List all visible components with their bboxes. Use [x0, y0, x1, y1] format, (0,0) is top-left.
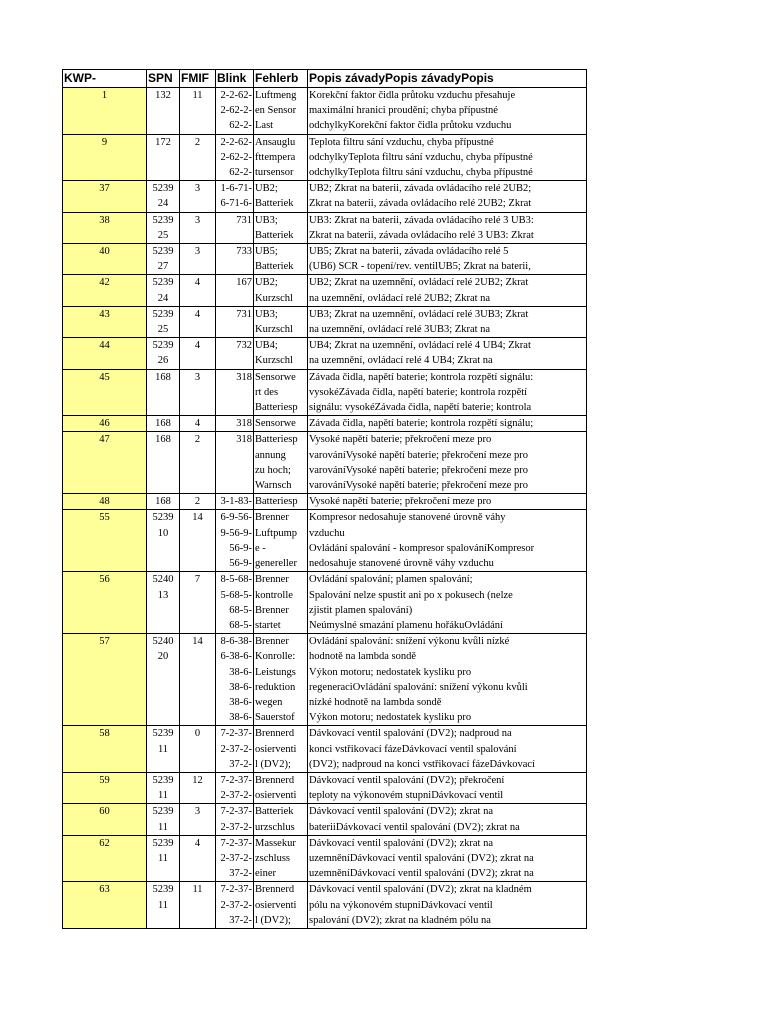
cell-spn: 5239 11 — [147, 882, 180, 929]
table-row — [63, 510, 587, 572]
cell-fehlerb: UB3; Batteriek — [254, 212, 308, 243]
cell-blink: 318 — [216, 432, 254, 494]
cell-popis: UB3: Zkrat na baterii, závada ovládacího relé 3 UB3: Zkrat na baterii, závada ovládacího relé 3 UB3: Zkrat — [308, 212, 587, 243]
cell-kwp: 9 — [63, 134, 147, 181]
cell-popis: Dávkovací ventil spalování (DV2); zkrat na uzemněníDávkovací ventil spalování (DV2); zkrat na uzemněníDávkovací ventil spalování (DV2); zkrat na — [308, 835, 587, 882]
cell-fmif: 14 — [180, 510, 216, 572]
table-row — [63, 804, 587, 835]
table-row — [63, 416, 587, 432]
cell-kwp: 40 — [63, 244, 147, 275]
cell-fmif: 11 — [180, 88, 216, 135]
cell-blink: 7-2-37- 2-37-2- 37-2- — [216, 882, 254, 929]
cell-popis: Dávkovací ventil spalování (DV2); zkrat na bateriiDávkovací ventil spalování (DV2); zkrat na — [308, 804, 587, 835]
cell-spn: 132 — [147, 88, 180, 135]
cell-popis: UB3; Zkrat na uzemnění, ovládací relé 3UB3; Zkrat na uzemnění, ovládací relé 3UB3; Zkrat na — [308, 306, 587, 337]
table-row — [63, 369, 587, 416]
table-row — [63, 835, 587, 882]
cell-spn: 5239 25 — [147, 212, 180, 243]
cell-fehlerb: UB4; Kurzschl — [254, 338, 308, 369]
cell-fehlerb: Batteriek urzschlus — [254, 804, 308, 835]
cell-kwp: 57 — [63, 634, 147, 726]
table-row — [63, 572, 587, 634]
cell-popis: Dávkovací ventil spalování (DV2); zkrat na kladném pólu na výkonovém stupniDávkovací ventil spalování (DV2); zkrat na kladném pólu na — [308, 882, 587, 929]
cell-spn: 5239 11 — [147, 772, 180, 803]
table-row — [63, 432, 587, 494]
cell-spn: 5239 24 — [147, 181, 180, 212]
cell-fehlerb: Brenner Luftpump e - genereller — [254, 510, 308, 572]
cell-fehlerb: Sensorwe rt des Batteriesp — [254, 369, 308, 416]
spreadsheet — [62, 69, 587, 929]
cell-blink: 8-6-38- 6-38-6- 38-6- 38-6- 38-6- 38-6- — [216, 634, 254, 726]
cell-spn: 5239 25 — [147, 306, 180, 337]
header-kwp: KWP- — [63, 70, 147, 88]
cell-kwp: 48 — [63, 494, 147, 510]
cell-fehlerb: Ansauglu fttempera tursensor — [254, 134, 308, 181]
cell-fmif: 4 — [180, 416, 216, 432]
cell-popis: UB5; Zkrat na baterii, závada ovládacího relé 5 (UB6) SCR - topení/rev. ventilUB5; Zkrat na baterii, — [308, 244, 587, 275]
cell-spn: 5239 27 — [147, 244, 180, 275]
cell-fehlerb: Brenner Konrolle: Leistungs reduktion wegen Sauerstof — [254, 634, 308, 726]
cell-spn: 168 — [147, 416, 180, 432]
cell-spn: 5239 26 — [147, 338, 180, 369]
cell-spn: 168 — [147, 494, 180, 510]
cell-fmif: 2 — [180, 432, 216, 494]
table-row — [63, 338, 587, 369]
table-row — [63, 772, 587, 803]
table-row — [63, 244, 587, 275]
cell-fmif: 4 — [180, 275, 216, 306]
cell-popis: Korekční faktor čidla průtoku vzduchu přesahuje maximální hranici proudění; chyba přípustné odchylkyKorekční faktor čidla průtoku vzduchu — [308, 88, 587, 135]
cell-popis: Teplota filtru sání vzduchu, chyba přípustné odchylkyTeplota filtru sání vzduchu, chyba přípustné odchylkyTeplota filtru sání vzduchu, chyba přípustné — [308, 134, 587, 181]
cell-spn: 5239 11 — [147, 804, 180, 835]
cell-kwp: 63 — [63, 882, 147, 929]
cell-spn: 172 — [147, 134, 180, 181]
header-row — [63, 70, 587, 88]
cell-blink: 318 — [216, 369, 254, 416]
cell-fehlerb: Batteriesp annung zu hoch; Warnsch — [254, 432, 308, 494]
cell-kwp: 60 — [63, 804, 147, 835]
cell-spn: 5239 10 — [147, 510, 180, 572]
cell-popis: Ovládání spalování: snížení výkonu kvůli nízké hodnotě na lambda sondě Výkon motoru; nedostatek kysliku pro regeneraciOvládání spalování: snížení výkonu kvůli nízké hodnotě na lambda sondě Výkon motoru; nedostatek kysliku pro — [308, 634, 587, 726]
cell-spn: 5239 11 — [147, 726, 180, 773]
cell-fehlerb: UB5; Batteriek — [254, 244, 308, 275]
cell-fehlerb: Luftmeng en Sensor Last — [254, 88, 308, 135]
cell-kwp: 59 — [63, 772, 147, 803]
table-row — [63, 181, 587, 212]
cell-popis: Ovládání spalování; plamen spalování; Spalování nelze spustit ani po x pokusech (nelze zjistit plamen spalování) Neúmyslné smazání plamenu hořákuOvládání — [308, 572, 587, 634]
cell-blink: 733 — [216, 244, 254, 275]
cell-fehlerb: UB2; Batteriek — [254, 181, 308, 212]
table-row — [63, 494, 587, 510]
cell-blink: 732 — [216, 338, 254, 369]
cell-popis: Závada čidla, napětí baterie; kontrola rozpětí signálu; — [308, 416, 587, 432]
cell-fmif: 12 — [180, 772, 216, 803]
table-row — [63, 88, 587, 135]
cell-kwp: 45 — [63, 369, 147, 416]
cell-kwp: 42 — [63, 275, 147, 306]
cell-kwp: 47 — [63, 432, 147, 494]
table-row — [63, 212, 587, 243]
cell-spn: 5239 24 — [147, 275, 180, 306]
cell-kwp: 62 — [63, 835, 147, 882]
table-row — [63, 634, 587, 726]
cell-fmif: 2 — [180, 134, 216, 181]
cell-spn: 168 — [147, 432, 180, 494]
cell-spn: 168 — [147, 369, 180, 416]
cell-fehlerb: Sensorwe — [254, 416, 308, 432]
cell-kwp: 37 — [63, 181, 147, 212]
cell-popis: Vysoké napětí baterie; překročení meze pro varováníVysoké napětí baterie; překročení meze pro varováníVysoké napětí baterie; překročení meze pro varováníVysoké napětí baterie; překročení meze pro — [308, 432, 587, 494]
cell-fehlerb: Brennerd osierventi l (DV2); — [254, 882, 308, 929]
cell-blink: 8-5-68- 5-68-5- 68-5- 68-5- — [216, 572, 254, 634]
cell-kwp: 38 — [63, 212, 147, 243]
cell-fmif: 3 — [180, 369, 216, 416]
cell-fmif: 2 — [180, 494, 216, 510]
cell-blink: 6-9-56- 9-56-9- 56-9- 56-9- — [216, 510, 254, 572]
cell-popis: Kompresor nedosahuje stanovené úrovně váhy vzduchu Ovládání spalování - kompresor spalováníKompresor nedosahuje stanovené úrovně váhy vzduchu — [308, 510, 587, 572]
cell-fmif: 14 — [180, 634, 216, 726]
header-popis: Popis závadyPopis závadyPopis — [308, 70, 587, 88]
header-blink: Blink — [216, 70, 254, 88]
cell-popis: Dávkovací ventil spalování (DV2); překročení teploty na výkonovém stupniDávkovací ventil — [308, 772, 587, 803]
cell-kwp: 55 — [63, 510, 147, 572]
cell-popis: UB4; Zkrat na uzemnění, ovládací relé 4 UB4; Zkrat na uzemnění, ovládací relé 4 UB4; Zkrat na — [308, 338, 587, 369]
cell-blink: 318 — [216, 416, 254, 432]
table-row — [63, 882, 587, 929]
table-row — [63, 306, 587, 337]
cell-fmif: 7 — [180, 572, 216, 634]
cell-spn: 5240 13 — [147, 572, 180, 634]
cell-fehlerb: Brennerd osierventi l (DV2); — [254, 726, 308, 773]
cell-blink: 731 — [216, 306, 254, 337]
cell-blink: 2-2-62- 2-62-2- 62-2- — [216, 88, 254, 135]
cell-fehlerb: Brenner kontrolle Brenner startet — [254, 572, 308, 634]
cell-fmif: 4 — [180, 835, 216, 882]
cell-kwp: 44 — [63, 338, 147, 369]
cell-popis: Vysoké napětí baterie; překročení meze pro — [308, 494, 587, 510]
cell-blink: 7-2-37- 2-37-2- — [216, 772, 254, 803]
cell-popis: Závada čidla, napětí baterie; kontrola rozpětí signálu: vysokéZávada čidla, napětí baterie; kontrola rozpětí signálu: vysokéZávada čidla, napětí baterie; kontrola — [308, 369, 587, 416]
fault-code-table — [62, 69, 587, 929]
cell-blink: 2-2-62- 2-62-2- 62-2- — [216, 134, 254, 181]
cell-fehlerb: Batteriesp — [254, 494, 308, 510]
cell-fmif: 11 — [180, 882, 216, 929]
cell-fmif: 3 — [180, 212, 216, 243]
cell-popis: Dávkovací ventil spalování (DV2); nadproud na konci vstřikovací fázeDávkovací ventil spalování (DV2); nadproud na konci vstřikovací fázeDávkovací — [308, 726, 587, 773]
table-row — [63, 726, 587, 773]
cell-spn: 5239 11 — [147, 835, 180, 882]
cell-fehlerb: UB2; Kurzschl — [254, 275, 308, 306]
cell-popis: UB2; Zkrat na baterii, závada ovládacího relé 2UB2; Zkrat na baterii, závada ovládacího relé 2UB2; Zkrat — [308, 181, 587, 212]
cell-kwp: 46 — [63, 416, 147, 432]
cell-blink: 7-2-37- 2-37-2- 37-2- — [216, 726, 254, 773]
cell-blink: 167 — [216, 275, 254, 306]
cell-blink: 7-2-37- 2-37-2- 37-2- — [216, 835, 254, 882]
cell-fmif: 0 — [180, 726, 216, 773]
cell-spn: 5240 20 — [147, 634, 180, 726]
cell-fmif: 3 — [180, 804, 216, 835]
cell-kwp: 43 — [63, 306, 147, 337]
cell-fmif: 4 — [180, 338, 216, 369]
cell-kwp: 58 — [63, 726, 147, 773]
cell-blink: 731 — [216, 212, 254, 243]
table-row — [63, 275, 587, 306]
cell-fmif: 4 — [180, 306, 216, 337]
cell-blink: 7-2-37- 2-37-2- — [216, 804, 254, 835]
cell-fehlerb: Brennerd osierventi — [254, 772, 308, 803]
header-spn: SPN — [147, 70, 180, 88]
cell-blink: 1-6-71- 6-71-6- — [216, 181, 254, 212]
cell-kwp: 56 — [63, 572, 147, 634]
table-row — [63, 134, 587, 181]
header-fmif: FMIF — [180, 70, 216, 88]
cell-blink: 3-1-83- — [216, 494, 254, 510]
cell-fmif: 3 — [180, 244, 216, 275]
cell-fehlerb: Massekur zschluss einer — [254, 835, 308, 882]
cell-fmif: 3 — [180, 181, 216, 212]
header-fehlerb: Fehlerb — [254, 70, 308, 88]
cell-kwp: 1 — [63, 88, 147, 135]
cell-fehlerb: UB3; Kurzschl — [254, 306, 308, 337]
cell-popis: UB2; Zkrat na uzemnění, ovládací relé 2UB2; Zkrat na uzemnění, ovládací relé 2UB2; Zkrat na — [308, 275, 587, 306]
